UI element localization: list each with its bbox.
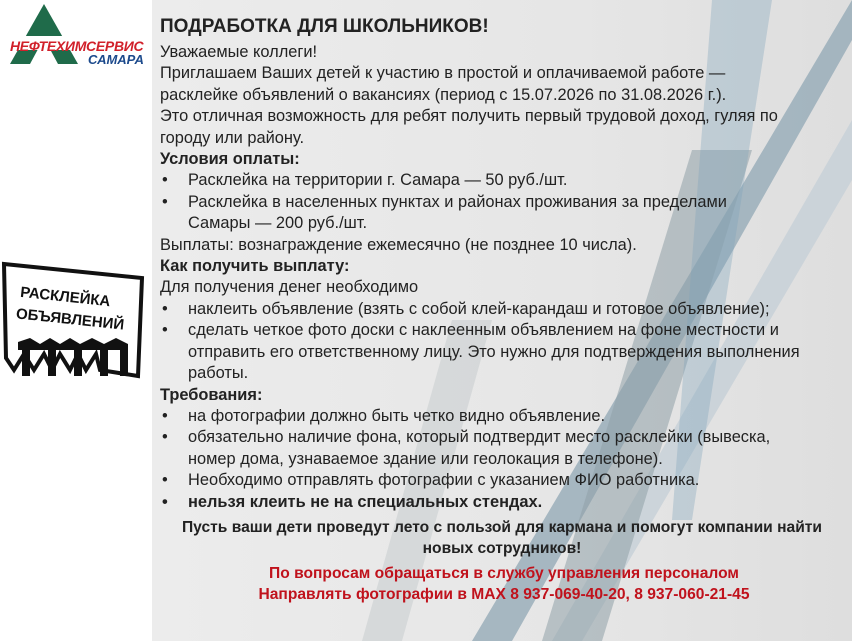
requirements-heading: Требования: <box>160 385 263 404</box>
intro-line: Уважаемые коллеги! <box>160 43 318 61</box>
list-item-line: • наклеить объявление (взять с собой клей-карандаш и готовое объявление); <box>188 299 770 318</box>
logo-line1: НЕФТЕХИМСЕРВИС <box>10 38 144 54</box>
page-title: ПОДРАБОТКА ДЛЯ ШКОЛЬНИКОВ! <box>160 16 489 37</box>
list-item <box>160 470 848 491</box>
list-item-line: Самары — 200 руб./шт. <box>188 214 368 233</box>
contacts-line: По вопросам обращаться в службу управления персоналом <box>269 564 739 582</box>
payouts-text: Выплаты: вознаграждение ежемесячно (не позднее 10 числа). <box>160 235 637 254</box>
list-item-line: • на фотографии должно быть четко видно объявление. <box>188 406 606 425</box>
howto-lead: Для получения денег необходимо <box>160 278 419 297</box>
list-item <box>160 320 848 384</box>
announcement <box>160 14 848 605</box>
list-item <box>160 192 848 235</box>
intro-line: городу или району. <box>160 128 305 147</box>
payment-heading: Условия оплаты: <box>160 150 300 169</box>
contacts-text <box>160 563 848 605</box>
left-panel <box>0 0 152 641</box>
list-item-line: работы. <box>188 364 249 383</box>
list-item-line: • сделать четкое фото доски с наклеенным объявлением на фоне местности и <box>188 321 779 340</box>
howto-heading: Как получить выплату: <box>160 257 350 276</box>
closing-line: новых сотрудников! <box>422 539 582 557</box>
contacts-line: Направлять фотографии в МАХ 8 937-069-40-20, 8 937-060-21-45 <box>258 585 750 603</box>
logo-line2: САМАРА <box>88 52 144 67</box>
stamp-line2: ОБЪЯВЛЕНИЙ <box>15 305 125 334</box>
list-item-line: • нельзя клеить не на специальных стендах. <box>188 492 543 511</box>
stamp-line1: РАСКЛЕЙКА <box>19 283 112 311</box>
list-item-line: • обязательно наличие фона, который подтвердит место расклейки (вывеска, <box>188 428 771 447</box>
closing-text <box>160 517 848 559</box>
intro-line: Это отличная возможность для ребят получить первый трудовой доход, гуляя по <box>160 107 778 126</box>
list-item-line: • Расклейка на территории г. Самара — 50 руб./шт. <box>188 171 568 190</box>
company-logo <box>4 2 148 66</box>
list-item <box>160 299 848 320</box>
closing-line: Пусть ваши дети проведут лето с пользой для кармана и помогут компании найти <box>181 518 823 536</box>
list-item <box>160 170 848 191</box>
list-item-line: номер дома, узнаваемое здание или геолокация в телефоне). <box>188 449 663 468</box>
intro-line: расклейке объявлений о вакансиях (период с 15.07.2026 по 31.08.2026 г.). <box>160 85 727 104</box>
main-panel <box>152 0 852 641</box>
list-item-line: отправить его ответственному лицу. Это нужно для подтверждения выполнения <box>188 342 800 361</box>
poster-stamp <box>0 258 145 388</box>
list-item-line: • Расклейка в населенных пунктах и районах проживания за пределами <box>188 192 727 211</box>
list-item <box>160 406 848 427</box>
list-item <box>160 492 848 513</box>
list-item <box>160 427 848 470</box>
list-item-line: • Необходимо отправлять фотографии с указанием ФИО работника. <box>188 471 700 490</box>
poster-stamp-icon <box>0 258 145 388</box>
intro-line: Приглашаем Ваших детей к участию в простой и оплачиваемой работе — <box>160 64 726 83</box>
